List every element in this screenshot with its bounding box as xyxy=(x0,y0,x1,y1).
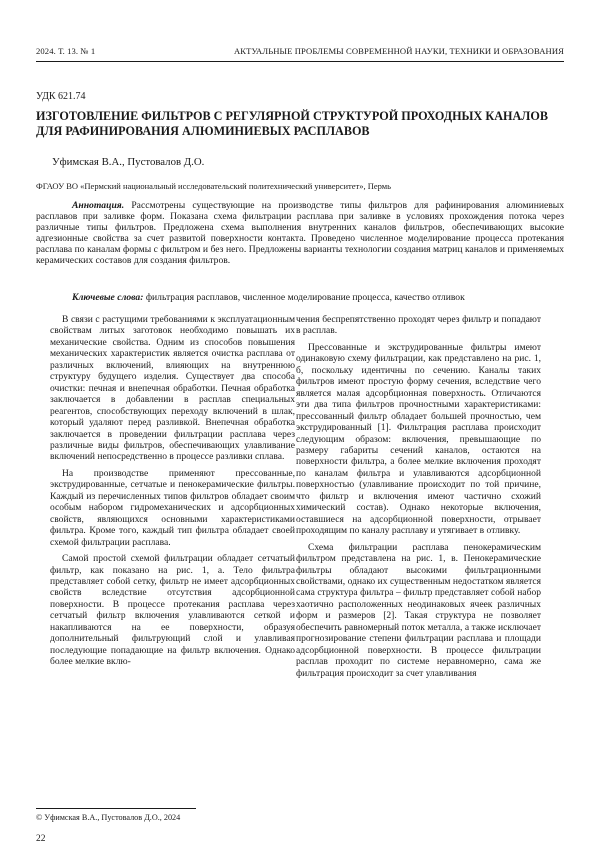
body-column-right xyxy=(296,314,541,684)
article-title: ИЗГОТОВЛЕНИЕ ФИЛЬТРОВ С РЕГУЛЯРНОЙ СТРУКТУРОЙ ПРОХОДНЫХ КАНАЛОВ ДЛЯ РАФИНИРОВАНИЯ АЛЮМИНИЕВЫХ РАСПЛАВОВ xyxy=(36,109,548,138)
keywords-label: Ключевые слова: xyxy=(72,292,144,303)
paragraph: В связи с растущими требованиями к эксплуатационным свойствам литых заготовок необходимо повышать их механические свойства. Одним из способов повышения механических характеристик является очистка расплава от различных включений, влияющих на внутреннюю структуру будущего изделия. Существует два способа очистки: печная и внепечная обработки. Печная обработка заключается в добавлении в расплав специальных реагентов, способствующих переходу включений в шлак, который удаляют перед разливкой. Внепечная обработка заключается в проведении фильтрации расплава через различные виды фильтров, обеспечивающих улавливание включений непосредственно в процессе разливки сплава. xyxy=(50,314,295,463)
abstract xyxy=(36,200,564,267)
journal-title: АКТУАЛЬНЫЕ ПРОБЛЕМЫ СОВРЕМЕННОЙ НАУКИ, ТЕХНИКИ И ОБРАЗОВАНИЯ xyxy=(233,46,564,56)
udk-code: УДК 621.74 xyxy=(36,91,86,102)
keywords-text: фильтрация расплавов, численное моделирование процесса, качество отливок xyxy=(145,292,465,303)
paragraph: Схема фильтрации расплава пенокерамическим фильтром представлена на рис. 1, в. Пенокерамические фильтры обладают высокими фильтрационными свойствами, однако их существенным недостатком является сама структура фильтра – фильтр представляет собой набор хаотично расположенных неодинаковых ячеек различных форм и размеров [2]. Такая структура не позволяет обеспечить равномерный поток металла, а также исключает прогнозирование степени фильтрации расплава и площади адсорбционной поверхности. В процессе фильтрации расплав проходит по системе неравномерно, сама же фильтрация происходит за счет улавливания xyxy=(296,541,541,679)
running-header xyxy=(36,46,564,62)
journal-issue: 2024. Т. 13. № 1 xyxy=(36,46,96,56)
body-column-left xyxy=(50,314,295,673)
page-number: 22 xyxy=(36,834,46,844)
paragraph: На производстве применяют прессованные, экструдированные, сетчатые и пенокерамические фильтры. Каждый из перечисленных типов фильтров обладает своим особым набором гидромеханических и адсорбционных свойств, являющихся основными характеристиками фильтра. Кроме того, каждый тип фильтра обладает своей схемой фильтрации расплава. xyxy=(50,467,295,548)
affiliation: ФГАОУ ВО «Пермский национальный исследовательский политехнический университет», Пермь xyxy=(36,181,392,191)
copyright-note: © Уфимская В.А., Пустовалов Д.О., 2024 xyxy=(36,813,181,822)
footnote-divider xyxy=(36,808,196,809)
keywords xyxy=(36,292,564,303)
authors: Уфимская В.А., Пустовалов Д.О. xyxy=(52,156,205,168)
abstract-text: Рассмотрены существующие на производстве типы фильтров для рафинирования алюминиевых расплавов при заливке форм. Показана схема фильтрации расплава при заливке в условиях прохождения потока через различные типы фильтров. Предложена схема выполнения внутренних каналов фильтров, обеспечивающих высокие адгезионные свойства за счет развитой поверхности контакта. Проведено численное моделирование процесса протекания расплава по каналам формы с фильтром и без него. Предложены варианты технологии создания матриц каналов и применяемых керамических составов для создания фильтров. xyxy=(36,200,564,267)
abstract-label: Аннотация. xyxy=(72,200,125,211)
paragraph: Прессованные и экструдированные фильтры имеют одинаковую схему фильтрации, как представлено на рис. 1, б, поскольку идентичны по сечению. Каналы таких фильтров имеют простую форму сечения, вследствие чего является малая адсорбционная поверхность. Отличаются эти два типа фильтров прочностными характеристиками: прессованный фильтр обладает большей прочностью, чем экструдированный [1]. Фильтрация расплава происходит следующим образом: включения, превышающие по размеру габариты сечений каналов, остаются на поверхности фильтра, а более мелкие включения проходят по каналам фильтра и улавливаются адсорбционной поверхностью (улавливание происходит по той причине, что фильтр и включения имеют частично схожий химический состав). Однако некоторые включения, оставшиеся на адсорбционной поверхности, отрывает проходящим по каналу расплаву и утягивает в отливку. xyxy=(296,341,541,537)
paragraph: Самой простой схемой фильтрации обладает сетчатый фильтр, как показано на рис. 1, а. Тело фильтра представляет собой сетку, фильтр не имеет адсорбционных свойств вследствие отсутствия адсорбционной поверхности. В процессе протекания расплава через сетчатый фильтр включения улавливаются сеткой и накапливаются на ее поверхности, образуя дополнительный фильтрующий слой и улавливая последующие попадающие на фильтр включения. Однако более мелкие вклю- xyxy=(50,553,295,668)
paragraph: чения беспрепятственно проходят через фильтр и попадают в расплав. xyxy=(296,314,541,337)
